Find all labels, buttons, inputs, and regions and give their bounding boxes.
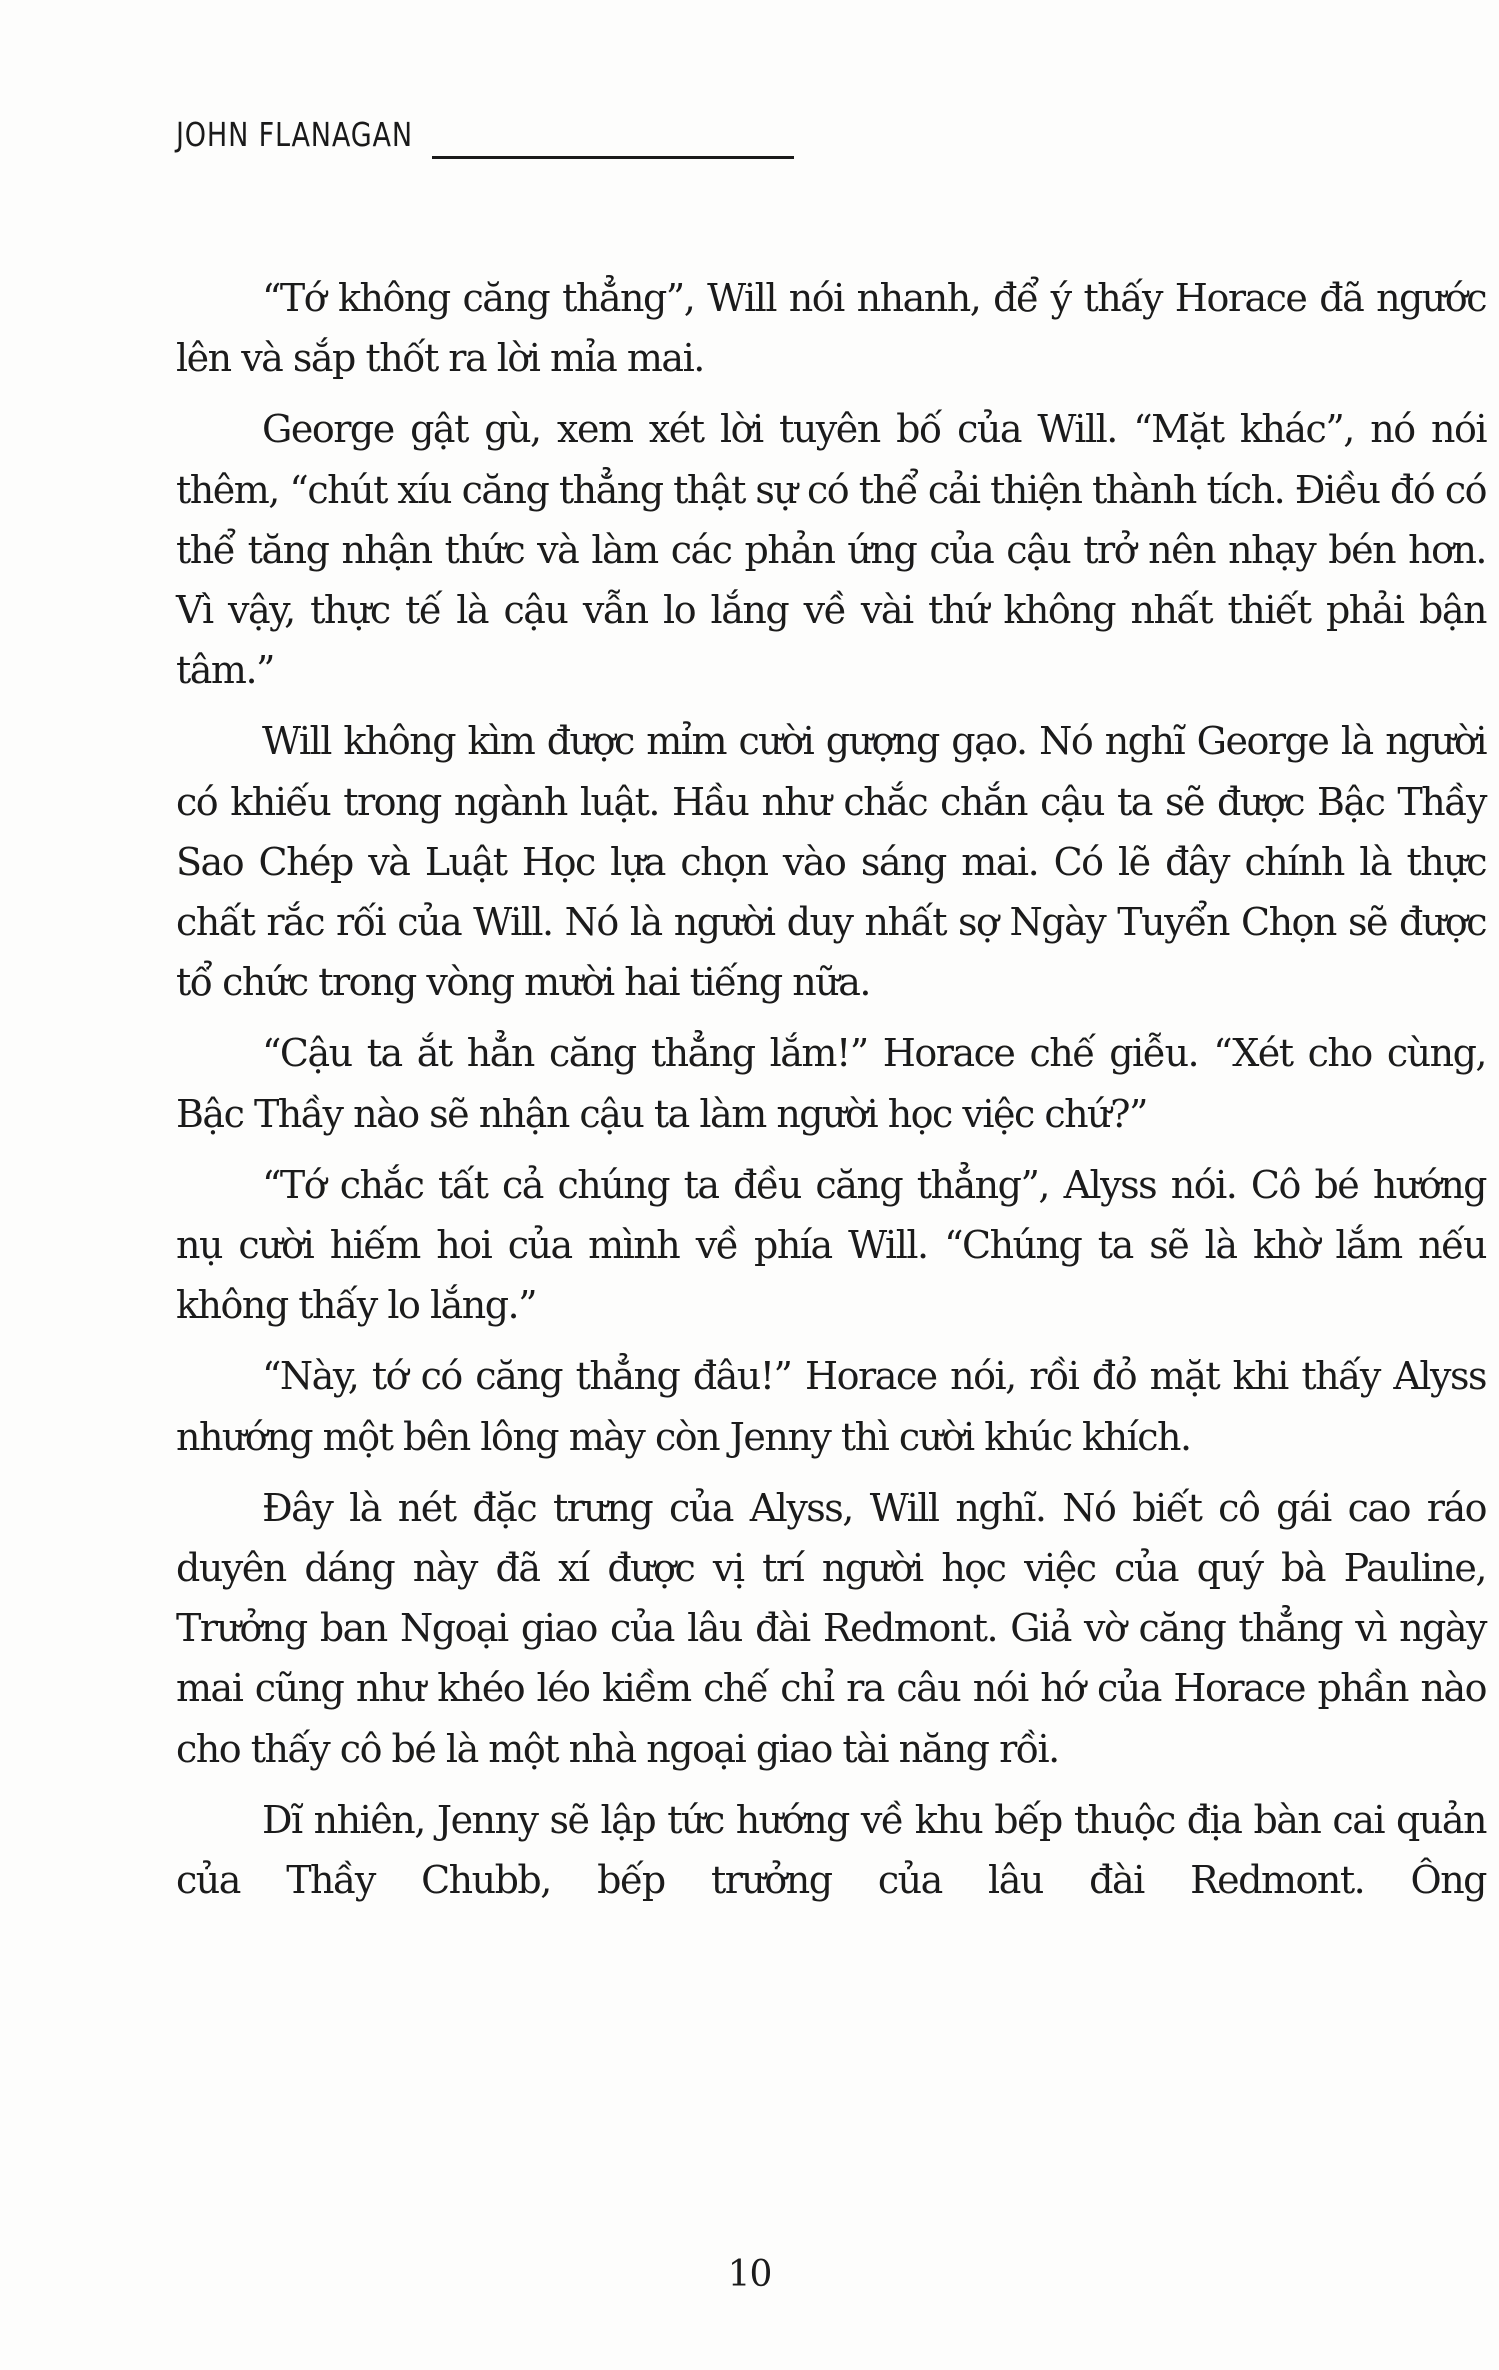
paragraph-5: “Tớ chắc tất cả chúng ta đều căng thẳng”, Alyss nói. Cô bé hướng nụ cười hiếm hoi của mình về phía Will. “Chúng ta sẽ là khờ lắm nếu không thấy lo lắng.” xyxy=(176,1162,1486,1328)
paragraph-2: George gật gù, xem xét lời tuyên bố của Will. “Mặt khác”, nó nói thêm, “chút xíu căng thẳng thật sự có thể cải thiện thành tích. Điều đó có thể tăng nhận thức và làm các phản ứng của cậu trở nên nhạy bén hơn. Vì vậy, thực tế là cậu vẫn lo lắng về vài thứ không nhất thiết phải bận tâm.” xyxy=(176,407,1486,693)
paragraph-8: Dĩ nhiên, Jenny sẽ lập tức hướng về khu bếp thuộc địa bàn cai quản của Thầy Chubb, bếp trưởng của lâu đài Redmont. Ông xyxy=(176,1797,1486,1903)
author-name: JOHN FLANAGAN xyxy=(176,115,413,154)
body-text xyxy=(176,268,1486,1921)
page-number: 10 xyxy=(727,2254,772,2295)
paragraph-7: Đây là nét đặc trưng của Alyss, Will nghĩ. Nó biết cô gái cao ráo duyên dáng này đã xí được vị trí người học việc của quý bà Pauline, Trưởng ban Ngoại giao của lâu đài Redmont. Giả vờ căng thẳng vì ngày mai cũng như khéo léo kiềm chế chỉ ra câu nói hớ của Horace phần nào cho thấy cô bé là một nhà ngoại giao tài năng rồi. xyxy=(176,1485,1486,1771)
running-head xyxy=(176,115,465,154)
paragraph-6: “Này, tớ có căng thẳng đâu!” Horace nói, rồi đỏ mặt khi thấy Alyss nhướng một bên lông mày còn Jenny thì cười khúc khích. xyxy=(176,1354,1486,1459)
paragraph-4: “Cậu ta ắt hẳn căng thẳng lắm!” Horace chế giễu. “Xét cho cùng, Bậc Thầy nào sẽ nhận cậu ta làm người học việc chứ?” xyxy=(176,1031,1486,1136)
paragraph-1: “Tớ không căng thẳng”, Will nói nhanh, để ý thấy Horace đã ngước lên và sắp thốt ra lời mỉa mai. xyxy=(176,276,1486,381)
paragraph-3: Will không kìm được mỉm cười gượng gạo. Nó nghĩ George là người có khiếu trong ngành luật. Hầu như chắc chắn cậu ta sẽ được Bậc Thầy Sao Chép và Luật Học lựa chọn vào sáng mai. Có lẽ đây chính là thực chất rắc rối của Will. Nó là người duy nhất sợ Ngày Tuyển Chọn sẽ được tổ chức trong vòng mười hai tiếng nữa. xyxy=(176,719,1486,1005)
header-rule xyxy=(432,156,794,159)
